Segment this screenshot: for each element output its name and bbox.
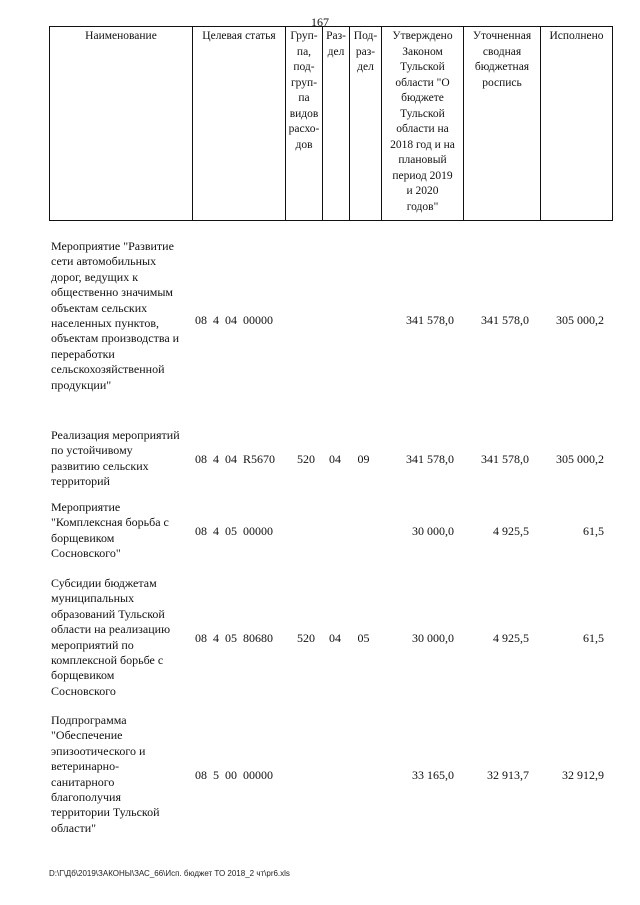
row-name: Подпрограмма "Обеспечение эпизоотического и ветеринарно- санитарного благополучия территории Тульской области" [51, 713, 160, 835]
header-target-article: Целевая статья [193, 27, 286, 221]
header-subsection: Под- раз- дел [350, 27, 382, 221]
table-header [49, 26, 613, 221]
row-refined: 32 913,7 [487, 768, 529, 782]
page-number: 167 [311, 15, 329, 29]
row-refined: 341 578,0 [481, 313, 529, 327]
row-executed: 305 000,2 [556, 313, 604, 327]
row-refined: 4 925,5 [493, 524, 529, 538]
row-section: 04 [329, 452, 341, 466]
row-executed: 61,5 [583, 524, 604, 538]
row-refined: 341 578,0 [481, 452, 529, 466]
header-expense-group: Груп- па, под- груп- па видов расхо- дов [286, 27, 323, 221]
row-expense-group: 520 [297, 631, 315, 645]
row-target-article: 08 5 00 00000 [195, 768, 273, 782]
row-refined: 4 925,5 [493, 631, 529, 645]
row-executed: 61,5 [583, 631, 604, 645]
row-target-article: 08 4 04 00000 [195, 313, 273, 327]
header-executed: Исполнено [541, 27, 613, 221]
row-name: Мероприятие "Развитие сети автомобильных дорог, ведущих к общественно значимым объектам сельских населенных пунктов, объектам производства и переработки сельскохозяйственной продукции" [51, 239, 180, 392]
header-section: Раз- дел [323, 27, 350, 221]
row-approved: 341 578,0 [406, 452, 454, 466]
row-name: Реализация мероприятий по устойчивому развитию сельских территорий [51, 428, 180, 489]
header-refined-budget: Уточненная сводная бюджетная роспись [464, 27, 541, 221]
row-executed: 32 912,9 [562, 768, 604, 782]
row-name: Мероприятие "Комплексная борьба с борщевиком Сосновского" [51, 500, 169, 561]
row-approved: 30 000,0 [412, 524, 454, 538]
row-section: 04 [329, 631, 341, 645]
row-approved: 33 165,0 [412, 768, 454, 782]
file-path-footer: D:\Г\Дб\2019\ЗАКОНЫ\ЗАС_66\Исп. бюджет ТО 2018_2 чт\pr6.xls [49, 869, 290, 878]
row-target-article: 08 4 05 80680 [195, 631, 273, 645]
row-executed: 305 000,2 [556, 452, 604, 466]
row-target-article: 08 4 04 R5670 [195, 452, 276, 466]
header-approved: Утверждено Законом Тульской области "О бюджете Тульской области на 2018 год и на плановый период 2019 и 2020 годов" [382, 27, 464, 221]
row-approved: 30 000,0 [412, 631, 454, 645]
header-name: Наименование [50, 27, 193, 221]
row-target-article: 08 4 05 00000 [195, 524, 273, 538]
row-expense-group: 520 [297, 452, 315, 466]
row-approved: 341 578,0 [406, 313, 454, 327]
row-subsection: 09 [357, 452, 370, 466]
row-subsection: 05 [357, 631, 370, 645]
row-name: Субсидии бюджетам муниципальных образований Тульской области на реализацию мероприятий по комплексной борьбе с борщевиком Сосновского [51, 576, 171, 698]
